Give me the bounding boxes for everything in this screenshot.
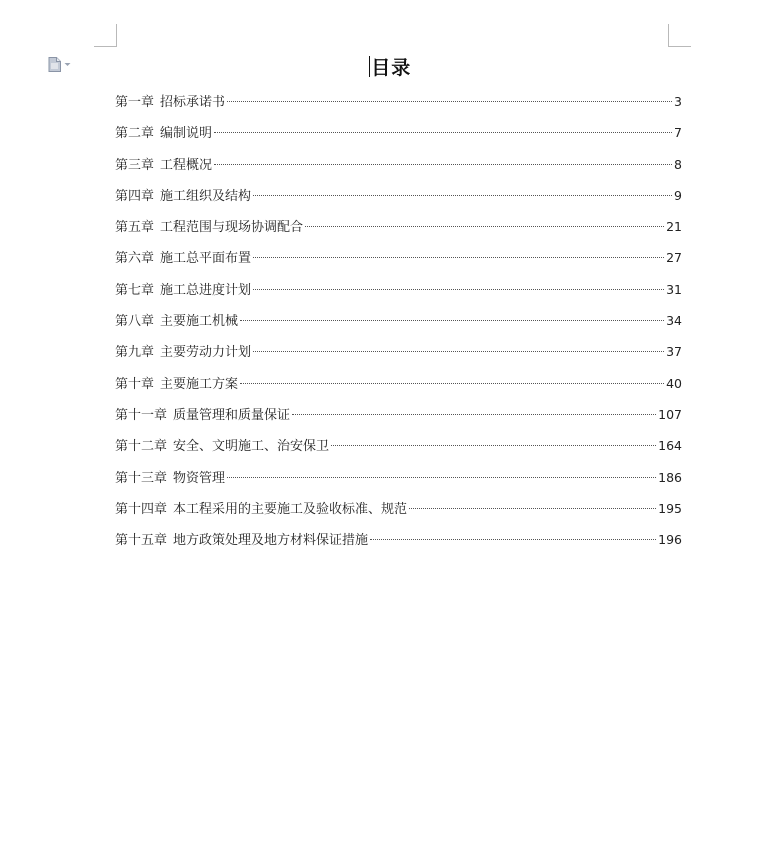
toc-entry[interactable] bbox=[115, 435, 682, 466]
toc-entry[interactable] bbox=[115, 404, 682, 435]
toc-chapter-number: 第十四章 bbox=[115, 501, 168, 517]
toc-page-number: 3 bbox=[674, 94, 682, 109]
toc-chapter-number: 第九章 bbox=[115, 345, 155, 361]
toc-page-number: 27 bbox=[666, 250, 682, 266]
toc-entry-heading bbox=[115, 217, 303, 239]
toc-page-number: 7 bbox=[674, 125, 682, 141]
toc-entry-heading bbox=[115, 405, 290, 427]
toc-dot-leader bbox=[305, 226, 664, 227]
toc-page-number: 8 bbox=[674, 156, 682, 172]
toc-dot-leader bbox=[253, 351, 664, 352]
toc-chapter-title: 施工总进度计划 bbox=[160, 282, 252, 298]
toc-page-number: 40 bbox=[666, 375, 682, 391]
toc-chapter-title: 工程概况 bbox=[160, 157, 213, 173]
toc-chapter-number: 第十二章 bbox=[115, 439, 168, 455]
toc-chapter-number: 第四章 bbox=[115, 188, 155, 204]
toc-dot-leader bbox=[240, 383, 664, 384]
toc-entry-heading bbox=[115, 468, 225, 490]
toc-chapter-title: 主要施工机械 bbox=[160, 314, 239, 330]
toc-dot-leader bbox=[331, 445, 656, 446]
toc-entry[interactable] bbox=[115, 154, 682, 185]
toc-page-number: 37 bbox=[666, 344, 682, 360]
toc-entry[interactable] bbox=[115, 341, 682, 372]
toc-chapter-title: 安全、文明施工、治安保卫 bbox=[173, 439, 330, 455]
toc-heading[interactable] bbox=[0, 53, 780, 80]
toc-page-number: 34 bbox=[666, 313, 682, 329]
toc-chapter-title: 施工组织及结构 bbox=[160, 188, 252, 204]
toc-dot-leader bbox=[227, 101, 672, 102]
toc-entry[interactable] bbox=[115, 279, 682, 310]
toc-page-number: 164 bbox=[658, 438, 682, 454]
toc-dot-leader bbox=[253, 195, 672, 196]
margin-corner-top-left bbox=[94, 24, 117, 47]
toc-entry-heading bbox=[115, 123, 212, 145]
toc-entry-heading bbox=[115, 374, 238, 396]
toc-heading-text: 目录 bbox=[371, 57, 412, 79]
toc-entry-heading bbox=[115, 280, 251, 302]
toc-entry[interactable] bbox=[115, 498, 682, 529]
toc-chapter-number: 第十章 bbox=[115, 376, 155, 392]
toc-page-number: 9 bbox=[674, 187, 682, 203]
toc-page-number: 196 bbox=[658, 532, 682, 548]
toc-chapter-number: 第八章 bbox=[115, 314, 155, 330]
toc-chapter-title: 质量管理和质量保证 bbox=[173, 407, 291, 423]
toc-entry-heading bbox=[115, 248, 251, 270]
toc-chapter-number: 第七章 bbox=[115, 282, 155, 298]
toc-chapter-number: 第五章 bbox=[115, 220, 155, 236]
toc-chapter-title: 招标承诺书 bbox=[160, 95, 226, 110]
toc-dot-leader bbox=[214, 164, 672, 165]
toc-dot-leader bbox=[253, 289, 664, 290]
table-of-contents bbox=[115, 91, 682, 560]
toc-dot-leader bbox=[240, 320, 664, 321]
toc-chapter-title: 主要劳动力计划 bbox=[160, 345, 252, 361]
toc-page-number: 195 bbox=[658, 500, 682, 516]
toc-chapter-number: 第一章 bbox=[115, 95, 155, 110]
toc-entry-heading bbox=[115, 155, 212, 177]
margin-corner-top-right bbox=[668, 24, 691, 47]
toc-dot-leader bbox=[214, 132, 672, 133]
toc-chapter-number: 第十一章 bbox=[115, 407, 168, 423]
toc-chapter-number: 第六章 bbox=[115, 251, 155, 267]
toc-page-number: 31 bbox=[666, 281, 682, 297]
toc-entry[interactable] bbox=[115, 373, 682, 404]
toc-page-number: 107 bbox=[658, 406, 682, 422]
toc-entry-heading bbox=[115, 311, 238, 333]
toc-chapter-title: 本工程采用的主要施工及验收标准、规范 bbox=[173, 501, 408, 517]
toc-entry-heading bbox=[115, 342, 251, 364]
toc-entry-heading bbox=[115, 499, 407, 521]
toc-entry[interactable] bbox=[115, 310, 682, 341]
toc-entry[interactable] bbox=[115, 91, 682, 122]
toc-entry[interactable] bbox=[115, 185, 682, 216]
toc-chapter-title: 主要施工方案 bbox=[160, 376, 239, 392]
toc-entry[interactable] bbox=[115, 529, 682, 560]
toc-entry-heading bbox=[115, 436, 329, 458]
toc-chapter-number: 第十三章 bbox=[115, 470, 168, 486]
toc-chapter-number: 第三章 bbox=[115, 157, 155, 173]
toc-dot-leader bbox=[370, 539, 656, 540]
toc-chapter-title: 施工总平面布置 bbox=[160, 251, 252, 267]
toc-page-number: 21 bbox=[666, 219, 682, 235]
toc-entry-heading bbox=[115, 92, 225, 114]
toc-chapter-title: 地方政策处理及地方材料保证措施 bbox=[173, 533, 369, 549]
toc-chapter-title: 工程范围与现场协调配合 bbox=[160, 220, 304, 236]
toc-entry-heading bbox=[115, 186, 251, 208]
toc-dot-leader bbox=[292, 414, 656, 415]
toc-entry[interactable] bbox=[115, 247, 682, 278]
toc-dot-leader bbox=[227, 477, 656, 478]
toc-entry[interactable] bbox=[115, 216, 682, 247]
toc-dot-leader bbox=[253, 257, 664, 258]
toc-chapter-title: 物资管理 bbox=[173, 470, 226, 486]
toc-chapter-number: 第二章 bbox=[115, 126, 155, 142]
toc-dot-leader bbox=[409, 508, 656, 509]
toc-chapter-title: 编制说明 bbox=[160, 126, 213, 142]
toc-chapter-number: 第十五章 bbox=[115, 533, 168, 549]
toc-entry-heading bbox=[115, 530, 368, 552]
toc-page-number: 186 bbox=[658, 469, 682, 485]
toc-entry[interactable] bbox=[115, 467, 682, 498]
toc-entry[interactable] bbox=[115, 122, 682, 153]
text-cursor bbox=[369, 56, 371, 77]
